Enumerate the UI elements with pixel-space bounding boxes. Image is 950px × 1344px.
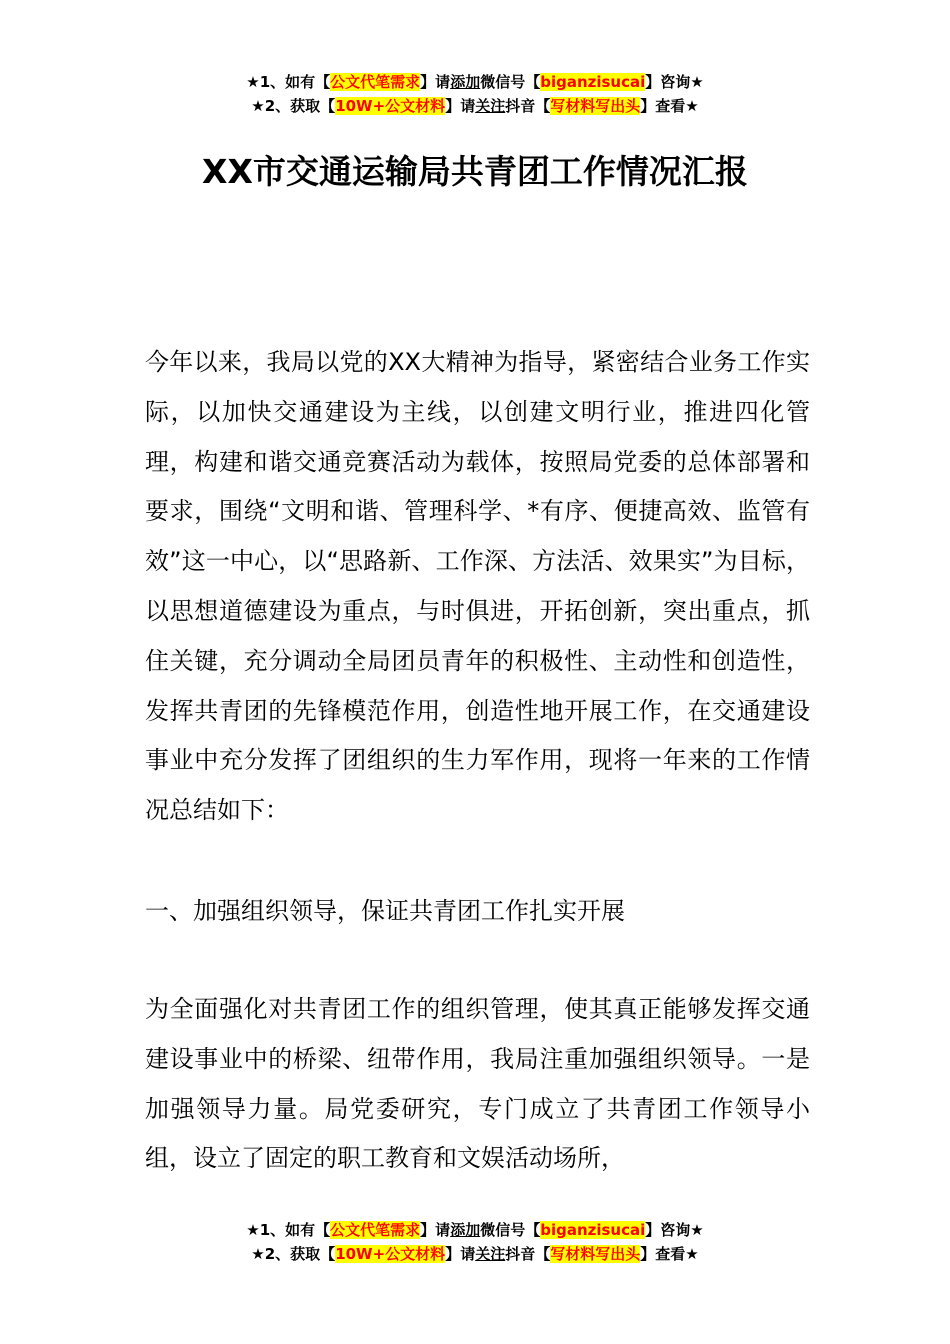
highlight-wechat-id: biganzisucai <box>540 73 646 91</box>
highlight-ghostwriting: 公文代笔需求 <box>330 73 421 91</box>
footer-banner-line-2: ★2、获取【10W+公文材料】请关注抖音【写材料写出头】查看★ <box>251 1245 699 1263</box>
intro-paragraph: 今年以来，我局以党的XX大精神为指导，紧密结合业务工作实际，以加快交通建设为主线，以创建文明行业，推进四化管理，构建和谐交通竞赛活动为载体，按照局党委的总体部署和要求，围绕“文明和谐、管理科学、*有序、便捷高效、监管有效”这一中心，以“思路新、工作深、方法活、效果实”为目标，以思想道德建设为重点，与时俱进，开拓创新，突出重点，抓住关键，充分调动全局团员青年的积极性、主动性和创造性，发挥共青团的先锋模范作用，创造性地开展工作，在交通建设事业中充分发挥了团组织的生力军作用，现将一年来的工作情况总结如下： <box>145 348 810 825</box>
footer-highlight-douyin: 写材料写出头 <box>550 1245 641 1263</box>
footer-banner-line-1: ★1、如有【公文代笔需求】请添加微信号【biganzisucai】咨询★ <box>246 1221 704 1239</box>
banner-line-2: ★2、获取【10W+公文材料】请关注抖音【写材料写出头】查看★ <box>251 97 699 115</box>
section-1-paragraph: 为全面强化对共青团工作的组织管理，使其真正能够发挥交通建设事业中的桥梁、纽带作用，我局注重加强组织领导。一是加强领导力量。局党委研究，专门成立了共青团工作领导小组，设立了固定的职工教育和文娱活动场所， <box>145 995 810 1173</box>
section-heading-1: 一、加强组织领导，保证共青团工作扎实开展 <box>145 897 625 925</box>
highlight-materials: 10W+公文材料 <box>335 97 446 115</box>
header-banner <box>0 70 950 118</box>
footer-highlight-ghostwriting: 公文代笔需求 <box>330 1221 421 1239</box>
banner-line-1: ★1、如有【公文代笔需求】请添加微信号【biganzisucai】咨询★ <box>246 73 704 91</box>
footer-highlight-materials: 10W+公文材料 <box>335 1245 446 1263</box>
footer-highlight-wechat-id: biganzisucai <box>540 1221 646 1239</box>
footer-banner <box>0 1218 950 1266</box>
highlight-douyin: 写材料写出头 <box>550 97 641 115</box>
document-title: XX市交通运输局共青团工作情况汇报 <box>202 152 748 191</box>
